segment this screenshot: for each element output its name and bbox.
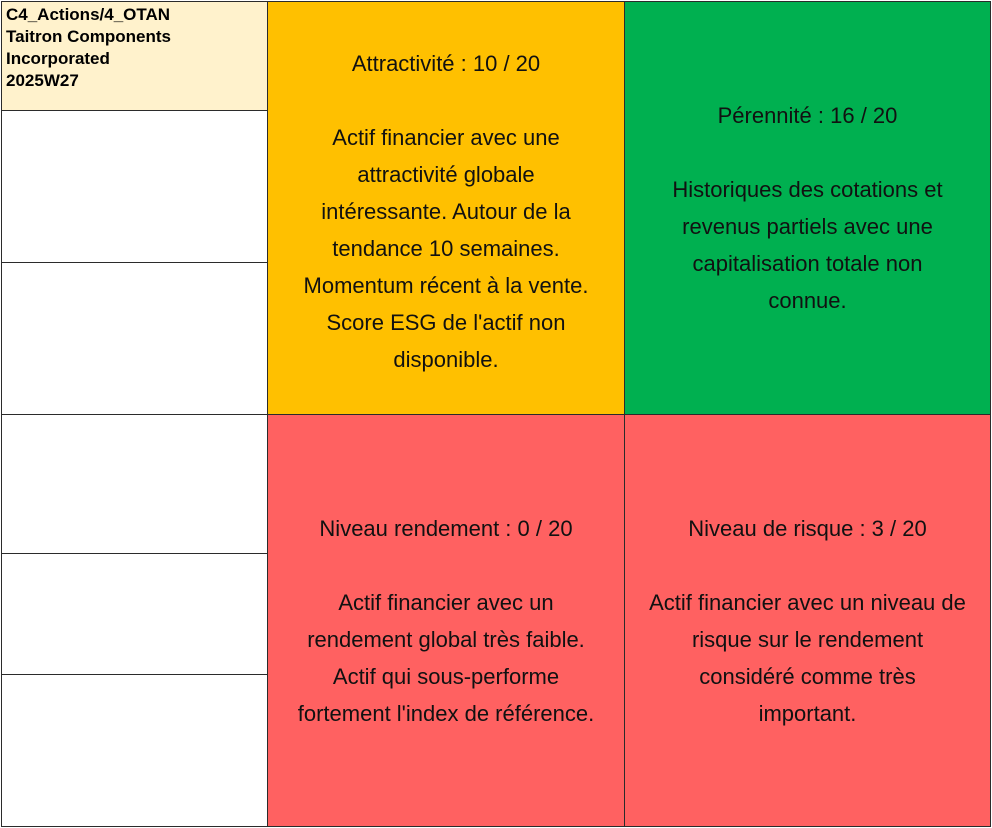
asset-header-cell xyxy=(1,1,268,111)
rendement-text-line: Actif financier avec un xyxy=(338,589,554,615)
header-company-line2: Incorporated xyxy=(6,49,110,68)
risque-title: Niveau de risque : 3 / 20 xyxy=(688,515,927,541)
attractivite-quadrant xyxy=(267,1,625,415)
perennite-text-line: capitalisation totale non xyxy=(692,251,923,276)
risque-text-line: Actif financier avec un niveau de xyxy=(649,589,966,615)
attractivite-text-line: Score ESG de l'actif non xyxy=(326,309,566,335)
rendement-text-line: fortement l'index de référence. xyxy=(297,700,595,726)
attractivite-text-line: intéressante. Autour de la xyxy=(321,198,571,224)
rendement-text-line: Actif qui sous-performe xyxy=(332,663,560,689)
empty-cell xyxy=(1,110,268,263)
perennite-title: Pérennité : 16 / 20 xyxy=(717,103,898,128)
rendement-quadrant xyxy=(267,414,625,827)
rendement-title: Niveau rendement : 0 / 20 xyxy=(319,515,573,541)
attractivite-text-line: tendance 10 semaines. xyxy=(332,235,560,261)
empty-cell xyxy=(1,674,268,827)
perennite-text-line: connue. xyxy=(768,288,847,313)
empty-cell xyxy=(1,414,268,554)
risque-quadrant xyxy=(624,414,991,827)
attractivite-text-line: disponible. xyxy=(393,346,499,372)
empty-cell xyxy=(1,553,268,675)
risque-text-line: important. xyxy=(758,700,857,726)
header-week: 2025W27 xyxy=(6,71,79,90)
risque-text-line: risque sur le rendement xyxy=(691,626,924,652)
perennite-text-line: revenus partiels avec une xyxy=(682,214,933,239)
header-company-line1: Taitron Components xyxy=(6,27,171,46)
empty-cell xyxy=(1,262,268,415)
attractivite-text-line: attractivité globale xyxy=(357,161,535,187)
attractivite-text-line: Actif financier avec une xyxy=(332,124,560,150)
risque-text-line: considéré comme très xyxy=(699,663,916,689)
header-category: C4_Actions/4_OTAN xyxy=(6,5,171,24)
attractivite-text-line: Momentum récent à la vente. xyxy=(303,272,589,298)
perennite-text-line: Historiques des cotations et xyxy=(672,177,943,202)
attractivite-title: Attractivité : 10 / 20 xyxy=(351,50,541,76)
rendement-text-line: rendement global très faible. xyxy=(307,626,585,652)
perennite-quadrant xyxy=(624,1,991,415)
